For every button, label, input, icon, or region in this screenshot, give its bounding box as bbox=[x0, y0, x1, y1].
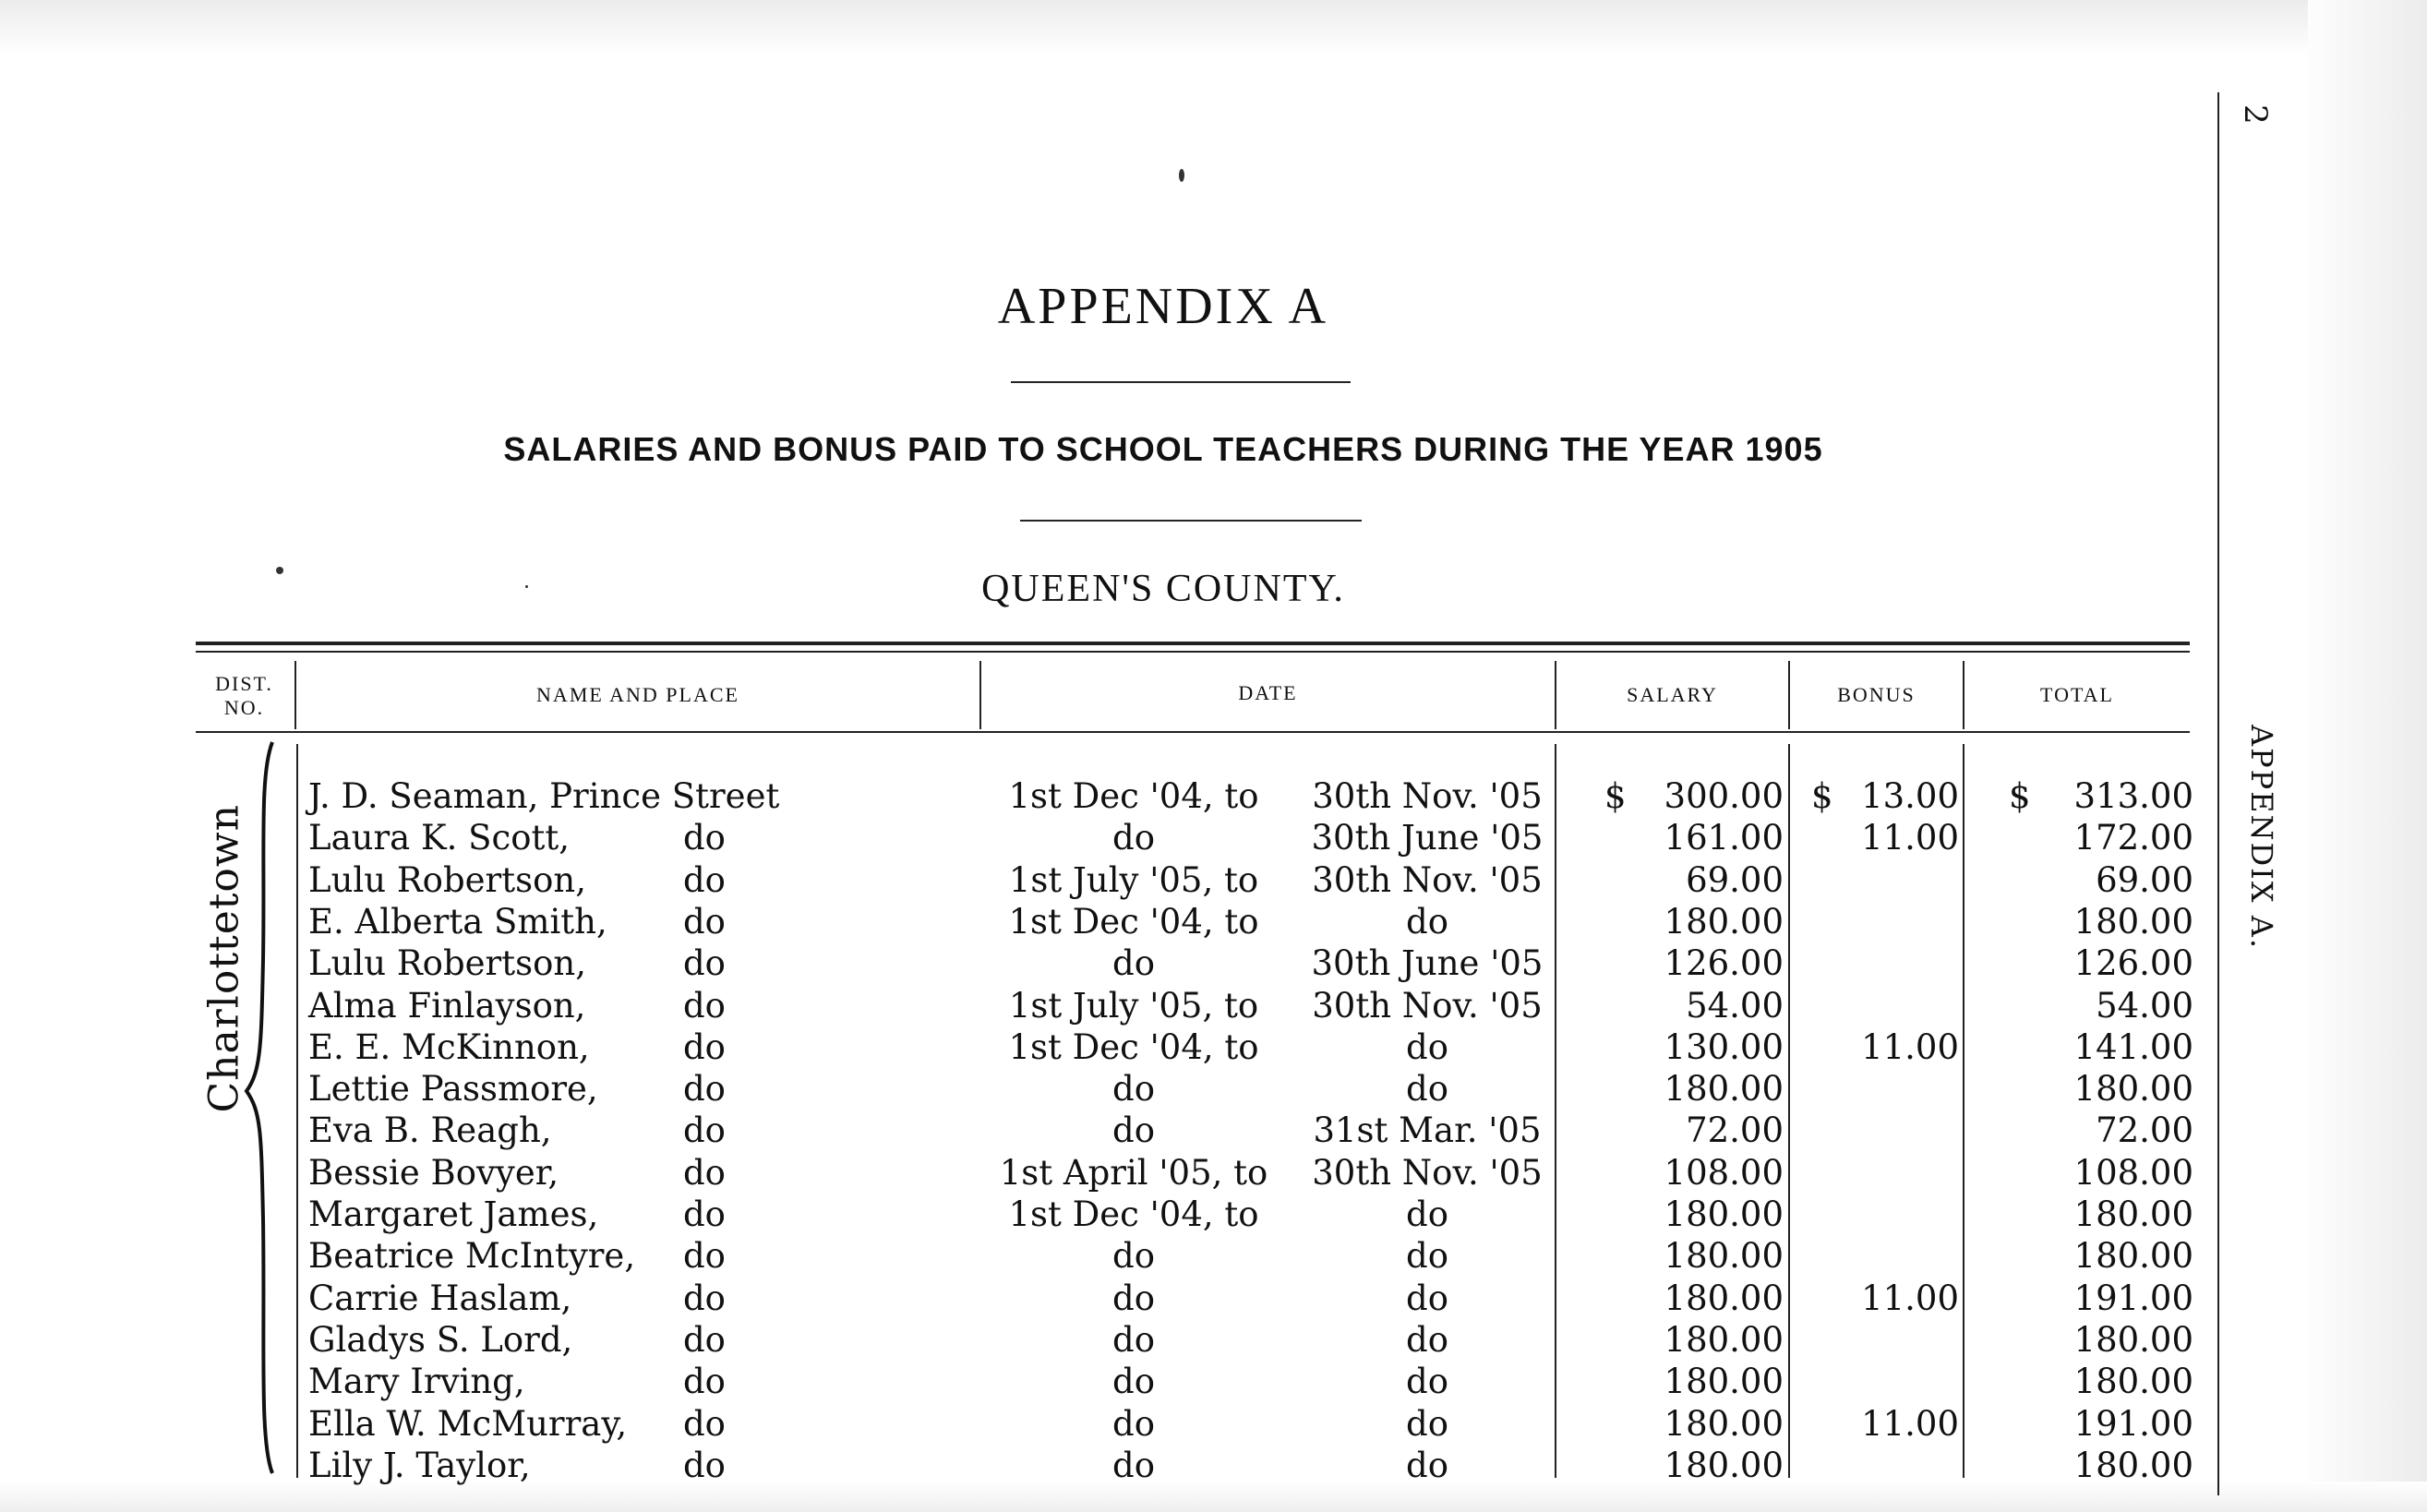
teacher-place: do bbox=[683, 1194, 726, 1234]
bonus-amount: 11.00 bbox=[1861, 1403, 1959, 1444]
teacher-name: Bessie Bovyer, bbox=[308, 1152, 559, 1193]
salary-amount: 180.00 bbox=[1664, 1278, 1784, 1318]
teacher-place: do bbox=[683, 1236, 726, 1277]
teacher-name: Alma Finlayson, bbox=[308, 985, 586, 1026]
date-from: 1st July '05, to bbox=[1008, 859, 1259, 900]
table-row bbox=[0, 942, 2326, 984]
table-header-rule bbox=[196, 731, 2190, 733]
print-speck bbox=[276, 567, 283, 574]
teacher-name: Lulu Robertson, bbox=[308, 859, 586, 900]
currency-symbol: $ bbox=[2009, 776, 2031, 816]
teacher-name: Gladys S. Lord, bbox=[308, 1319, 573, 1360]
salary-amount: 126.00 bbox=[1664, 943, 1784, 984]
date-to: 30th Nov. '05 bbox=[1312, 776, 1543, 816]
salary-amount: 180.00 bbox=[1664, 1319, 1784, 1360]
header-name-place: NAME AND PLACE bbox=[536, 683, 739, 706]
table-row bbox=[0, 817, 2326, 858]
teacher-name: Eva B. Reagh, bbox=[308, 1110, 552, 1151]
teacher-place: do bbox=[683, 1362, 726, 1402]
date-to: do bbox=[1406, 1445, 1448, 1485]
date-to: do bbox=[1406, 1194, 1448, 1234]
date-from: 1st Dec '04, to bbox=[1008, 1194, 1259, 1234]
teacher-place: do bbox=[683, 985, 726, 1026]
teacher-name: Laura K. Scott, bbox=[308, 818, 570, 858]
side-running-title: APPENDIX A. bbox=[2244, 724, 2279, 951]
total-amount: 141.00 bbox=[2073, 1026, 2193, 1067]
total-amount: 313.00 bbox=[2073, 776, 2193, 816]
header-date: DATE bbox=[1238, 681, 1298, 704]
teacher-name: J. D. Seaman, Prince Street bbox=[308, 776, 780, 816]
date-to: do bbox=[1406, 1319, 1448, 1360]
table-row bbox=[0, 1361, 2326, 1402]
total-amount: 180.00 bbox=[2073, 1194, 2193, 1234]
district-name: Charlottetown bbox=[200, 804, 248, 1113]
page-bottom-edge bbox=[0, 1482, 2427, 1512]
county-heading: QUEEN'S COUNTY. bbox=[981, 568, 1345, 610]
currency-symbol: $ bbox=[1811, 776, 1833, 816]
table-top-rule-thin bbox=[196, 651, 2190, 653]
teacher-name: E. E. McKinnon, bbox=[308, 1026, 590, 1067]
bonus-amount: 13.00 bbox=[1861, 776, 1959, 816]
date-from: 1st July '05, to bbox=[1008, 985, 1259, 1026]
date-to: 30th June '05 bbox=[1311, 818, 1544, 858]
teacher-place: do bbox=[683, 1445, 726, 1485]
teacher-place: do bbox=[683, 1278, 726, 1318]
salary-amount: 108.00 bbox=[1664, 1152, 1784, 1193]
teacher-name: Margaret James, bbox=[308, 1194, 599, 1234]
teacher-place: do bbox=[683, 943, 726, 984]
date-from: 1st Dec '04, to bbox=[1008, 1026, 1259, 1067]
date-to: 31st Mar. '05 bbox=[1313, 1110, 1542, 1151]
teacher-name: Mary Irving, bbox=[308, 1362, 525, 1402]
page-number: 2 bbox=[2236, 104, 2274, 125]
date-from: do bbox=[1112, 1403, 1155, 1444]
date-to: 30th Nov. '05 bbox=[1312, 1152, 1543, 1193]
date-from: do bbox=[1112, 1445, 1155, 1485]
bonus-amount: 11.00 bbox=[1861, 1026, 1959, 1067]
page-subtitle: SALARIES AND BONUS PAID TO SCHOOL TEACHERS DURING THE YEAR 1905 bbox=[503, 430, 1823, 468]
teacher-name: Lily J. Taylor, bbox=[308, 1445, 531, 1485]
teacher-place: do bbox=[683, 1110, 726, 1151]
table-row bbox=[0, 1152, 2326, 1194]
table-row bbox=[0, 1110, 2326, 1151]
teacher-name: Beatrice McIntyre, bbox=[308, 1236, 636, 1277]
date-to: do bbox=[1406, 1236, 1448, 1277]
bonus-amount: 11.00 bbox=[1861, 1278, 1959, 1318]
subtitle-underline bbox=[1020, 520, 1362, 522]
date-to: 30th Nov. '05 bbox=[1312, 859, 1543, 900]
page-title: APPENDIX A bbox=[997, 278, 1329, 335]
salary-amount: 161.00 bbox=[1664, 818, 1784, 858]
salary-amount: 69.00 bbox=[1686, 859, 1784, 900]
table-row bbox=[0, 985, 2326, 1026]
date-to: 30th June '05 bbox=[1311, 943, 1544, 984]
total-amount: 180.00 bbox=[2073, 901, 2193, 942]
date-from: do bbox=[1112, 943, 1155, 984]
total-amount: 180.00 bbox=[2073, 1362, 2193, 1402]
print-speck bbox=[525, 585, 528, 588]
table-row bbox=[0, 859, 2326, 901]
date-to: do bbox=[1406, 1362, 1448, 1402]
salary-amount: 180.00 bbox=[1664, 1194, 1784, 1234]
date-to: do bbox=[1406, 1278, 1448, 1318]
teacher-place: do bbox=[683, 818, 726, 858]
header-dist-no: DIST. NO. bbox=[215, 672, 273, 719]
date-to: do bbox=[1406, 901, 1448, 942]
total-amount: 54.00 bbox=[2096, 985, 2193, 1026]
teacher-name: Ella W. McMurray, bbox=[308, 1403, 628, 1444]
table-row bbox=[0, 1194, 2326, 1235]
total-amount: 191.00 bbox=[2073, 1403, 2193, 1444]
page-top-edge bbox=[0, 0, 2427, 55]
header-total: TOTAL bbox=[2040, 683, 2114, 706]
total-amount: 172.00 bbox=[2073, 818, 2193, 858]
date-from: do bbox=[1112, 1110, 1155, 1151]
teacher-name: E. Alberta Smith, bbox=[308, 901, 607, 942]
salary-amount: 300.00 bbox=[1664, 776, 1784, 816]
teacher-place: do bbox=[683, 1403, 726, 1444]
teacher-name: Lettie Passmore, bbox=[308, 1069, 598, 1110]
total-amount: 72.00 bbox=[2096, 1110, 2193, 1151]
date-to: 30th Nov. '05 bbox=[1312, 985, 1543, 1026]
salary-amount: 180.00 bbox=[1664, 1236, 1784, 1277]
total-amount: 69.00 bbox=[2096, 859, 2193, 900]
date-from: do bbox=[1112, 1278, 1155, 1318]
salary-amount: 180.00 bbox=[1664, 1445, 1784, 1485]
salary-amount: 130.00 bbox=[1664, 1026, 1784, 1067]
header-bonus: BONUS bbox=[1837, 683, 1916, 706]
salary-amount: 72.00 bbox=[1686, 1110, 1784, 1151]
date-to: do bbox=[1406, 1069, 1448, 1110]
total-amount: 191.00 bbox=[2073, 1278, 2193, 1318]
salary-amount: 180.00 bbox=[1664, 1403, 1784, 1444]
total-amount: 180.00 bbox=[2073, 1445, 2193, 1485]
table-row bbox=[0, 1403, 2326, 1445]
date-from: 1st Dec '04, to bbox=[1008, 776, 1259, 816]
total-amount: 180.00 bbox=[2073, 1236, 2193, 1277]
teacher-place: do bbox=[683, 901, 726, 942]
teacher-place: do bbox=[683, 1069, 726, 1110]
date-from: do bbox=[1112, 818, 1155, 858]
date-from: 1st Dec '04, to bbox=[1008, 901, 1259, 942]
table-row bbox=[0, 775, 2326, 817]
teacher-place: do bbox=[683, 859, 726, 900]
bonus-amount: 11.00 bbox=[1861, 818, 1959, 858]
print-speck bbox=[1179, 169, 1184, 182]
date-from: do bbox=[1112, 1069, 1155, 1110]
table-row bbox=[0, 1068, 2326, 1110]
total-amount: 108.00 bbox=[2073, 1152, 2193, 1193]
total-amount: 180.00 bbox=[2073, 1069, 2193, 1110]
date-from: 1st April '05, to bbox=[999, 1152, 1268, 1193]
table-row bbox=[0, 1278, 2326, 1319]
table-row bbox=[0, 901, 2326, 942]
teacher-place: do bbox=[683, 1319, 726, 1360]
total-amount: 126.00 bbox=[2073, 943, 2193, 984]
title-underline bbox=[1011, 381, 1351, 383]
salary-amount: 54.00 bbox=[1686, 985, 1784, 1026]
teacher-place: do bbox=[683, 1026, 726, 1067]
table-row bbox=[0, 1026, 2326, 1068]
total-amount: 180.00 bbox=[2073, 1319, 2193, 1360]
table-row bbox=[0, 1235, 2326, 1277]
table-row bbox=[0, 1319, 2326, 1361]
date-to: do bbox=[1406, 1026, 1448, 1067]
date-to: do bbox=[1406, 1403, 1448, 1444]
date-from: do bbox=[1112, 1319, 1155, 1360]
teacher-place: do bbox=[683, 1152, 726, 1193]
salary-amount: 180.00 bbox=[1664, 1069, 1784, 1110]
currency-symbol: $ bbox=[1604, 776, 1627, 816]
teacher-name: Lulu Robertson, bbox=[308, 943, 586, 984]
date-from: do bbox=[1112, 1362, 1155, 1402]
table-row bbox=[0, 1445, 2326, 1486]
date-from: do bbox=[1112, 1236, 1155, 1277]
teacher-name: Carrie Haslam, bbox=[308, 1278, 572, 1318]
header-salary: SALARY bbox=[1627, 683, 1718, 706]
salary-amount: 180.00 bbox=[1664, 1362, 1784, 1402]
table-top-rule-thick bbox=[196, 642, 2190, 645]
salary-amount: 180.00 bbox=[1664, 901, 1784, 942]
